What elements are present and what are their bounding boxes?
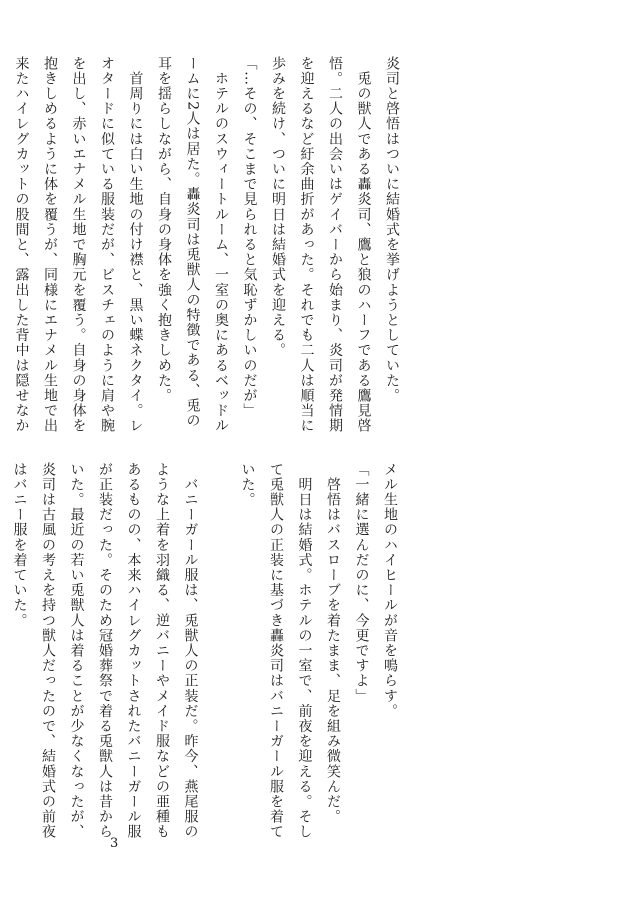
text-line: オタードに似ている服装だが、ビスチェのように肩や腕 [99,56,115,434]
text-line: 炎司は古風の考えを持つ獣人だったので、結婚式の前夜 [40,462,56,840]
text-line: いた。最近の若い兎獣人は着ることが少なくなったが、 [68,462,85,840]
text-line: 抱きしめるように体を覆うが、同様にエナメル生地で出 [42,56,58,434]
text-line: を迎えるなど紆余曲折があった。それでも二人は順当に [298,56,315,434]
text-line: いた。 [239,462,256,508]
text-line: 首周りには白い生地の付け襟と、黒い蝶ネクタイ。レ [127,56,144,434]
text-line: を出し、赤いエナメル生地で胸元を覆う。自身の身体を [70,56,87,434]
text-line: 「一緒に選んだのに、今更ですよ」 [353,462,370,704]
text-line: 兎の獣人である轟炎司、鷹と狼のハーフである鷹見啓 [355,56,372,434]
text-line: バニーガール服は、兎獣人の正装だ。昨今、燕尾服の [182,462,199,840]
text-line: はバニー服を着ていた。 [11,462,28,629]
upper-text-block [0,56,406,434]
text-line [205,462,234,792]
text-line: あるものの、本来ハイレグカットされたバニーガール服 [125,462,142,840]
text-line: 来たハイレグカットの股間と、露出した背中は隠せなか [13,56,30,434]
text-line: 耳を揺らしながら、自身の身体を強く抱きしめた。 [156,56,172,404]
text-line: 明日は結婚式。ホテルの一室で、前夜を迎える。そし [296,462,313,840]
text-line: メル生地のハイヒールが音を鳴らす。 [382,462,398,719]
lower-text-block [0,462,404,840]
text-line: 啓悟はバスローブを着たまま、足を組み微笑んだ。 [325,462,341,825]
text-line: ームに2人は居た。轟炎司は兎獣人の特徴である、兎の [184,56,201,429]
text-line: 悟。二人の出会いはゲイバーから始まり、炎司が発情期 [327,56,343,434]
text-line: ホテルのスウィートルーム、一室の奥にあるベッドル [213,56,229,434]
text-line: て兎獣人の正装に基づき轟炎司はバニーガール服を着て [268,462,284,840]
text-line [0,56,7,396]
text-line: が正装だった。そのため冠婚葬祭で着る兎獣人は昔から [97,462,113,840]
text-line: ような上着を羽織る、逆バニーやメイド服などの亜種も [154,462,170,840]
text-line: 歩みを続け、ついに明日は結婚式を迎える。 [270,56,286,358]
text-line: 「…その、そこまで見られると気恥ずかしいのだが」 [241,56,258,419]
page-number: 3 [110,836,119,851]
text-line [0,462,5,792]
text-line: 炎司と啓悟はついに結婚式を挙げようとしていた。 [384,56,400,404]
